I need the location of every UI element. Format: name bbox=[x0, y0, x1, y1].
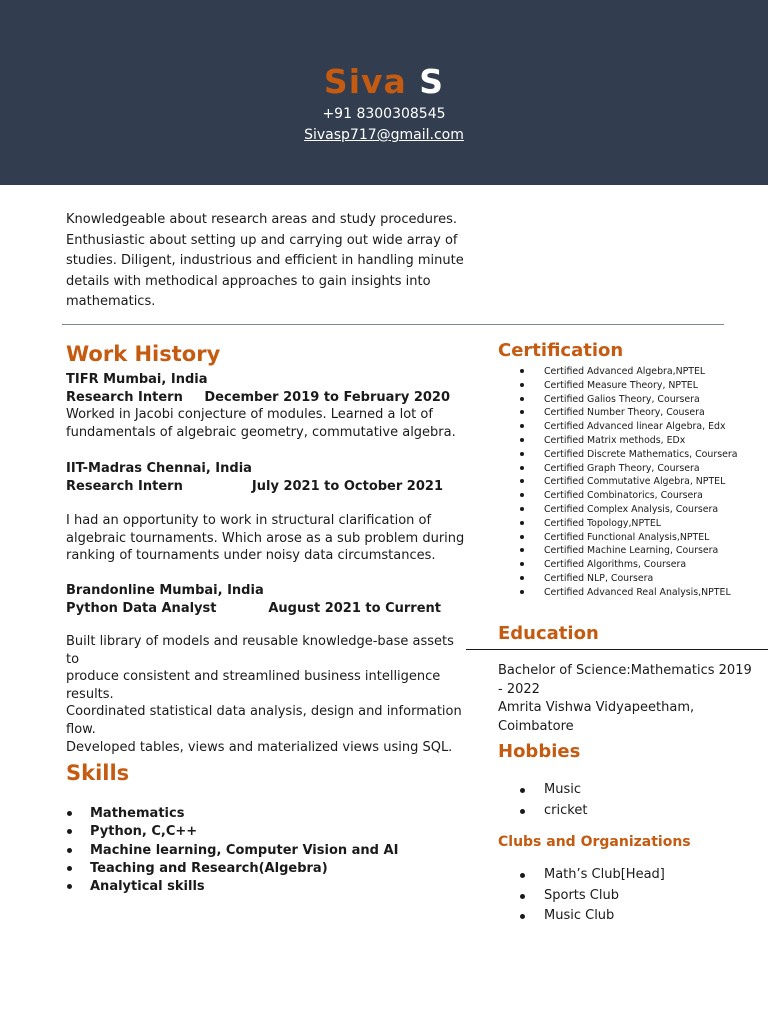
first-name: Siva bbox=[323, 62, 407, 101]
job-description-line: flow. bbox=[66, 721, 96, 737]
work-history-heading: Work History bbox=[66, 342, 221, 366]
list-item: Music Club bbox=[520, 906, 665, 927]
list-item: Analytical skills bbox=[66, 878, 398, 896]
phone-number: +91 8300308545 bbox=[322, 106, 446, 122]
list-item: Certified Advanced Algebra,NPTEL bbox=[518, 365, 737, 379]
job-description-line: Coordinated statistical data analysis, design and information bbox=[66, 704, 462, 720]
education-heading: Education bbox=[498, 623, 599, 644]
education-rule bbox=[466, 649, 768, 650]
job-description-line: results. bbox=[66, 686, 114, 702]
job-role: Python Data Analyst bbox=[66, 600, 217, 616]
job-role-row bbox=[66, 600, 466, 618]
list-item: Music bbox=[520, 780, 587, 801]
list-item: Certified Algorithms, Coursera bbox=[518, 558, 737, 572]
list-item: Machine learning, Computer Vision and AI bbox=[66, 842, 398, 860]
job-description bbox=[66, 512, 466, 565]
certification-list bbox=[518, 365, 737, 600]
list-item: Teaching and Research(Algebra) bbox=[66, 860, 398, 878]
job-description-line: produce consistent and streamlined business intelligence bbox=[66, 669, 441, 685]
job-entry bbox=[66, 460, 466, 495]
list-item: Certified Discrete Mathematics, Coursera bbox=[518, 448, 737, 462]
job-description-line: Worked in Jacobi conjecture of modules. Learned a lot of bbox=[66, 407, 433, 423]
clubs-list bbox=[520, 865, 665, 927]
education-line: Amrita Vishwa Vidyapeetham, bbox=[498, 700, 695, 715]
job-dates: August 2021 to Current bbox=[268, 600, 441, 616]
list-item: Certified Combinatorics, Coursera bbox=[518, 489, 737, 503]
job-description-line: Built library of models and reusable knowledge-base assets to bbox=[66, 634, 454, 667]
list-item: Certified NLP, Coursera bbox=[518, 572, 737, 586]
job-description-line: ranking of tournaments under noisy data circumstances. bbox=[66, 548, 436, 564]
education-details bbox=[498, 662, 758, 736]
professional-summary bbox=[66, 210, 466, 313]
job-company: TIFR Mumbai, India bbox=[66, 372, 208, 387]
job-description-line: Developed tables, views and materialized views using SQL. bbox=[66, 739, 453, 755]
list-item: Mathematics bbox=[66, 805, 398, 823]
list-item: Certified Number Theory, Cousera bbox=[518, 406, 737, 420]
summary-line: Knowledgeable about research areas and study procedures. bbox=[66, 212, 457, 227]
job-company: Brandonline Mumbai, India bbox=[66, 583, 264, 598]
job-dates: July 2021 to October 2021 bbox=[251, 478, 443, 494]
education-line: - 2022 bbox=[498, 681, 540, 697]
summary-line: mathematics. bbox=[66, 294, 156, 309]
list-item: Certified Advanced linear Algebra, Edx bbox=[518, 420, 737, 434]
education-line: Coimbatore bbox=[498, 718, 574, 734]
email-link[interactable]: Sivasp717@gmail.com bbox=[304, 127, 464, 143]
job-role: Research Intern bbox=[66, 478, 183, 494]
list-item: Certified Commutative Algebra, NPTEL bbox=[518, 475, 737, 489]
job-entry bbox=[66, 371, 466, 441]
list-item: Python, C,C++ bbox=[66, 823, 398, 841]
job-description bbox=[66, 633, 466, 756]
hobbies-heading: Hobbies bbox=[498, 741, 581, 762]
clubs-heading: Clubs and Organizations bbox=[498, 834, 691, 850]
list-item: Certified Topology,NPTEL bbox=[518, 517, 737, 531]
list-item: Certified Advanced Real Analysis,NPTEL bbox=[518, 586, 737, 600]
list-item: Certified Complex Analysis, Coursera bbox=[518, 503, 737, 517]
list-item: Certified Graph Theory, Coursera bbox=[518, 462, 737, 476]
job-dates: December 2019 to February 2020 bbox=[204, 389, 450, 405]
job-role: Research Intern bbox=[66, 389, 183, 405]
job-description-line: algebraic tournaments. Which arose as a sub problem during bbox=[66, 530, 465, 546]
certification-heading: Certification bbox=[498, 340, 624, 361]
list-item: Certified Measure Theory, NPTEL bbox=[518, 379, 737, 393]
summary-line: details with methodical approaches to gain insights into bbox=[66, 273, 431, 289]
summary-line: Enthusiastic about setting up and carrying out wide array of bbox=[66, 232, 458, 248]
job-description-line: fundamentals of algebraic geometry, commutative algebra. bbox=[66, 424, 456, 440]
hobbies-list bbox=[520, 780, 587, 821]
job-description-line: I had an opportunity to work in structural clarification of bbox=[66, 513, 432, 528]
education-line: Bachelor of Science:Mathematics 2019 bbox=[498, 663, 752, 678]
resume-header bbox=[0, 0, 768, 185]
last-name: S bbox=[419, 62, 445, 101]
list-item: Sports Club bbox=[520, 886, 665, 907]
skills-list bbox=[66, 805, 398, 896]
list-item: Certified Machine Learning, Coursera bbox=[518, 544, 737, 558]
job-company: IIT-Madras Chennai, India bbox=[66, 461, 252, 476]
list-item: Certified Galios Theory, Coursera bbox=[518, 393, 737, 407]
job-entry bbox=[66, 582, 466, 617]
section-divider bbox=[62, 324, 724, 325]
list-item: Certified Functional Analysis,NPTEL bbox=[518, 531, 737, 545]
list-item: Math’s Club[Head] bbox=[520, 865, 665, 886]
job-role-row bbox=[66, 478, 466, 496]
list-item: cricket bbox=[520, 801, 587, 822]
candidate-name bbox=[0, 62, 768, 101]
summary-line: studies. Diligent, industrious and efficient in handling minute bbox=[66, 253, 464, 268]
job-role-row bbox=[66, 389, 466, 407]
list-item: Certified Matrix methods, EDx bbox=[518, 434, 737, 448]
skills-heading: Skills bbox=[66, 761, 130, 785]
email-address-container bbox=[0, 127, 768, 143]
